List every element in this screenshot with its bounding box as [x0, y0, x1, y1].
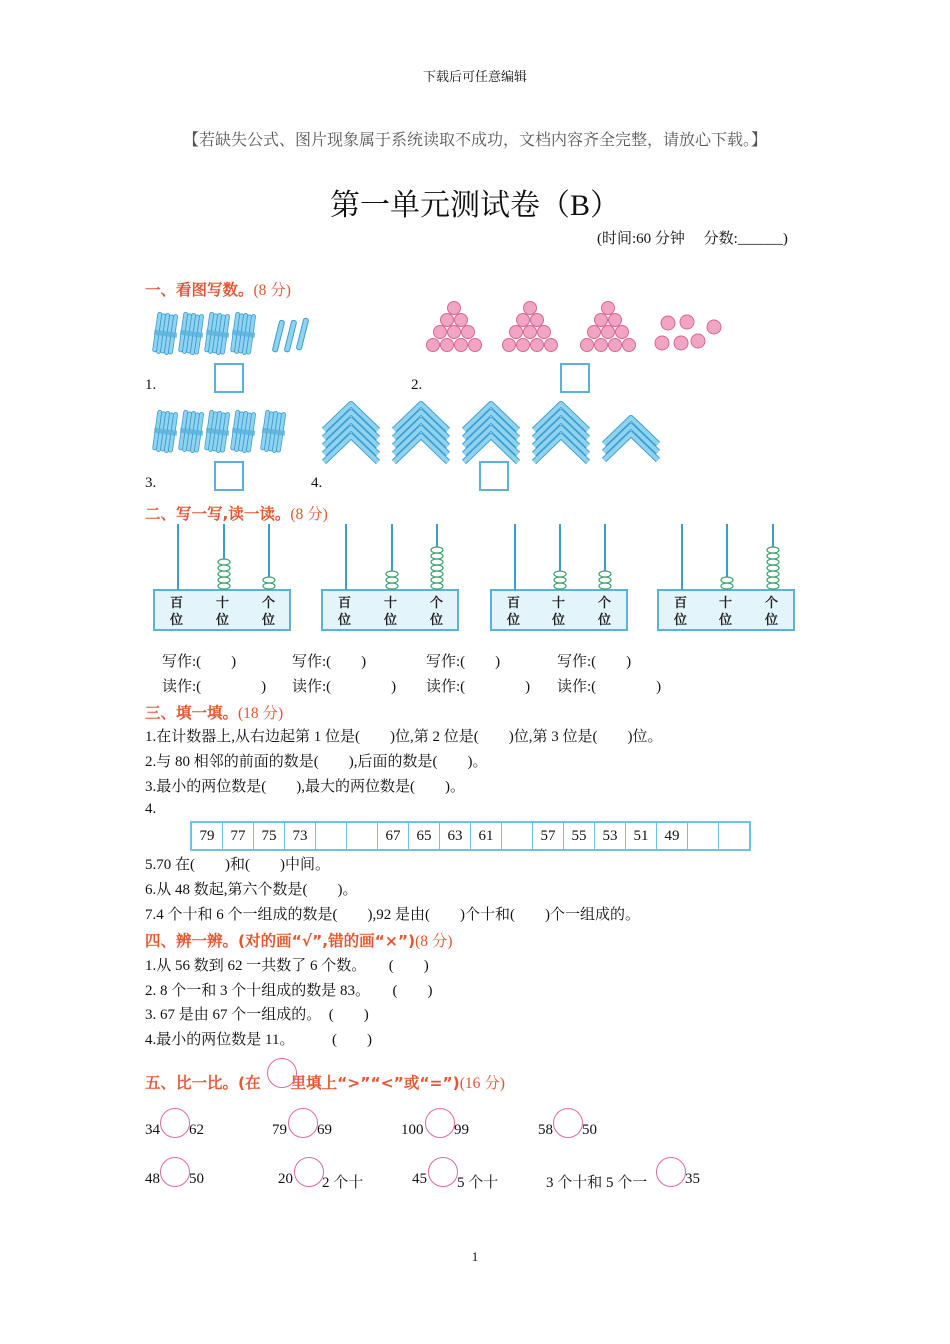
write-1: 写作:( )	[162, 654, 237, 670]
section-5-points: (16 分)	[459, 1075, 505, 1092]
heading-circle-icon	[267, 1058, 297, 1088]
section-4-heading	[145, 929, 453, 951]
section-5-heading	[145, 1071, 505, 1093]
compare-right: 2 个十	[322, 1175, 364, 1191]
compare-right: 62	[189, 1122, 204, 1138]
compare-right: 50	[582, 1122, 597, 1138]
compare-left: 3 个十和 5 个一	[546, 1175, 648, 1191]
section-5-title-b: 里填上“>”“<”或“=”)	[290, 1074, 460, 1092]
seq-cell-blank[interactable]	[315, 823, 346, 849]
seq-cell-blank[interactable]	[346, 823, 377, 849]
time-score-line: (时间:60 分钟 分数:______)	[597, 231, 788, 247]
abacus-group	[0, 518, 950, 636]
svg-text:位: 位	[262, 613, 276, 628]
answer-box-4[interactable]	[479, 461, 509, 491]
judge-item-3: 3. 67 是由 67 个一组成的。 ( )	[145, 1007, 369, 1023]
page-title: 第一单元测试卷（B）	[329, 189, 620, 222]
svg-text:十: 十	[216, 596, 230, 611]
top-note: 下载后可任意编辑	[422, 69, 527, 84]
compare-circle[interactable]	[160, 1108, 190, 1138]
abacus-3	[491, 524, 627, 630]
svg-text:个: 个	[430, 596, 444, 611]
section-4-points: (8 分)	[415, 933, 453, 950]
compare-left: 79	[272, 1122, 287, 1138]
section-5-title-a: 五、比一比。(在	[145, 1074, 261, 1092]
read-2: 读作:( )	[292, 679, 397, 695]
compare-right: 69	[317, 1122, 332, 1138]
compare-left: 34	[145, 1122, 160, 1138]
item-label-4: 4.	[311, 475, 323, 491]
compare-left: 48	[145, 1171, 160, 1187]
seq-cell: 79	[199, 828, 215, 844]
svg-text:百: 百	[507, 596, 521, 611]
section-2-points: (8 分)	[290, 506, 328, 523]
compare-right: 5 个十	[457, 1175, 499, 1191]
svg-text:位: 位	[598, 613, 612, 628]
seq-cell: 61	[470, 823, 501, 849]
svg-text:个: 个	[765, 596, 779, 611]
svg-text:位: 位	[719, 613, 733, 628]
section-2-title: 二、写一写,读一读。	[145, 505, 291, 523]
judge-item-4: 4.最小的两位数是 11。 ( )	[145, 1032, 372, 1048]
seq-cell: 65	[408, 823, 439, 849]
fill-item-5: 5.70 在( )和( )中间。	[145, 857, 330, 873]
compare-circle[interactable]	[160, 1157, 190, 1187]
fill-item-6: 6.从 48 数起,第六个数是( )。	[145, 882, 358, 898]
section-3-heading	[145, 701, 283, 723]
compare-right: 50	[189, 1171, 204, 1187]
item-label-2: 2.	[411, 377, 423, 393]
abacus-2	[322, 524, 458, 630]
seq-cell: 63	[439, 823, 470, 849]
seq-cell-blank[interactable]	[687, 823, 718, 849]
svg-text:位: 位	[430, 613, 444, 628]
fill-item-4: 4.	[145, 801, 157, 817]
svg-text:位: 位	[552, 613, 566, 628]
compare-circle[interactable]	[553, 1108, 583, 1138]
compare-left: 45	[412, 1171, 427, 1187]
svg-text:位: 位	[765, 613, 779, 628]
svg-text:位: 位	[216, 613, 230, 628]
judge-item-2: 2. 8 个一和 3 个十组成的数是 83。 ( )	[145, 983, 433, 999]
section-1-title: 一、看图写数。	[145, 281, 254, 299]
svg-text:位: 位	[170, 613, 184, 628]
svg-text:位: 位	[507, 613, 521, 628]
svg-text:十: 十	[552, 596, 566, 611]
section-1-pictures	[0, 290, 950, 520]
section-3-points: (18 分)	[238, 705, 284, 722]
judge-item-1: 1.从 56 数到 62 一共数了 6 个数。 ( )	[145, 958, 429, 974]
page-number: 1	[471, 1249, 479, 1264]
seq-cell: 51	[625, 823, 656, 849]
section-4-title: 四、辨一辨。(对的画“√”,错的画“×”)	[145, 932, 416, 950]
compare-right: 35	[685, 1171, 700, 1187]
item-label-1: 1.	[145, 377, 157, 393]
compare-left: 20	[278, 1171, 293, 1187]
compare-left: 100	[401, 1122, 424, 1138]
fill-item-3: 3.最小的两位数是( ),最大的两位数是( )。	[145, 779, 465, 795]
seq-cell: 73	[284, 823, 315, 849]
svg-text:位: 位	[384, 613, 398, 628]
svg-text:位: 位	[674, 613, 688, 628]
read-1: 读作:( )	[162, 679, 267, 695]
read-4: 读作:( )	[557, 679, 662, 695]
seq-cell: 67	[377, 823, 408, 849]
svg-text:个: 个	[598, 596, 612, 611]
section-1-points: (8 分)	[253, 282, 291, 299]
answer-box-2[interactable]	[560, 363, 590, 393]
compare-circle[interactable]	[288, 1108, 318, 1138]
write-4: 写作:( )	[557, 654, 632, 670]
seq-cell-blank[interactable]	[501, 823, 532, 849]
seq-cell: 49	[656, 823, 687, 849]
read-3: 读作:( )	[426, 679, 531, 695]
item-label-3: 3.	[145, 475, 157, 491]
compare-circle[interactable]	[294, 1157, 324, 1187]
svg-text:百: 百	[338, 596, 352, 611]
write-3: 写作:( )	[426, 654, 501, 670]
seq-cell: 75	[253, 823, 284, 849]
answer-box-1[interactable]	[214, 363, 244, 393]
seq-cell: 57	[532, 823, 563, 849]
seq-cell-blank[interactable]	[718, 823, 749, 849]
compare-circle[interactable]	[656, 1157, 686, 1187]
svg-text:百: 百	[674, 596, 688, 611]
seq-cell: 55	[563, 823, 594, 849]
abacus-4	[658, 524, 794, 630]
svg-text:个: 个	[262, 596, 276, 611]
compare-right: 99	[454, 1122, 469, 1138]
compare-left: 58	[538, 1122, 553, 1138]
fill-item-1: 1.在计数器上,从右边起第 1 位是( )位,第 2 位是( )位,第 3 位是( )位。	[145, 729, 663, 745]
fill-item-7: 7.4 个十和 6 个一组成的数是( ),92 是由( )个十和( )个一组成的。	[145, 907, 640, 923]
answer-box-3[interactable]	[214, 461, 244, 491]
svg-text:十: 十	[719, 596, 733, 611]
write-2: 写作:( )	[292, 654, 367, 670]
notice-line: 【若缺失公式、图片现象属于系统读取不成功，文档内容齐全完整，请放心下载。】	[182, 132, 767, 149]
compare-circle[interactable]	[425, 1108, 455, 1138]
svg-text:百: 百	[170, 596, 184, 611]
compare-circle[interactable]	[428, 1157, 458, 1187]
seq-cell: 53	[594, 823, 625, 849]
svg-text:十: 十	[384, 596, 398, 611]
svg-text:位: 位	[338, 613, 352, 628]
section-3-title: 三、填一填。	[145, 704, 239, 722]
fill-item-2: 2.与 80 相邻的前面的数是( ),后面的数是( )。	[145, 754, 488, 770]
abacus-1	[154, 524, 290, 630]
seq-cell: 77	[222, 823, 253, 849]
number-sequence	[190, 821, 751, 851]
